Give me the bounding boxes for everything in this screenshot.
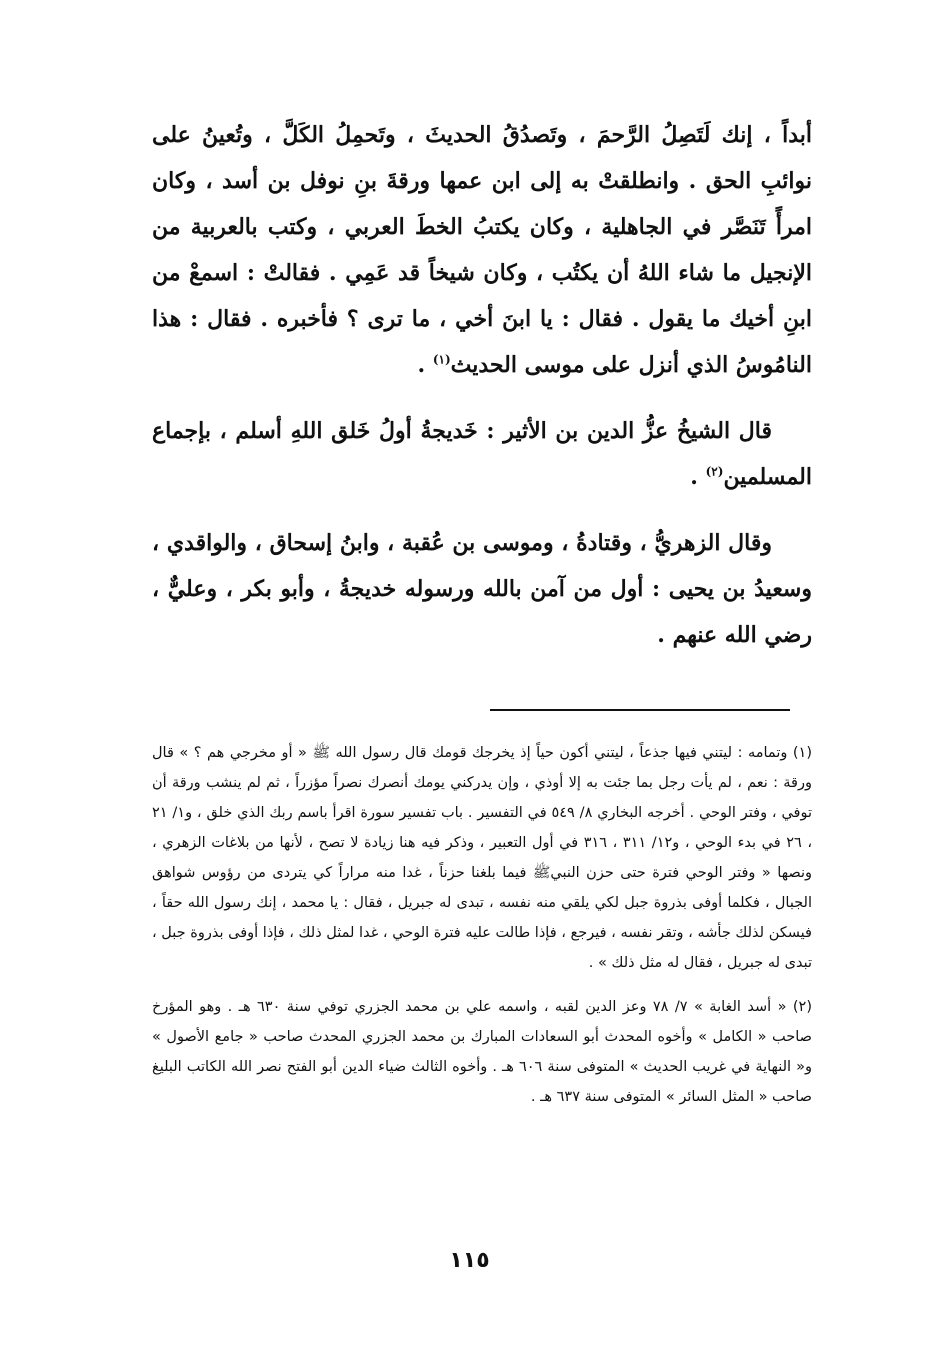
paragraph-2-end: . [690,464,706,490]
page-number: ١١٥ [449,1248,490,1273]
footnotes [152,738,812,1112]
paragraph-2-text: قال الشيخُ عزُّ الدين بن الأثير : خَديجةُ أولُ خَلق اللهِ أسلم ، بإجماع المسلمين [152,418,812,490]
paragraph-1-end: . [417,352,433,378]
paragraph-2 [152,408,812,500]
main-text [152,112,812,658]
paragraph-3: وقال الزهريُّ ، وقتادةُ ، وموسى بن عُقبة ، وابنُ إسحاق ، والواقدي ، وسعيدُ بن يحيى : أول من آمن بالله ورسوله خديجةُ ، وأبو بكر ، وعليٌّ ، رضي الله عنهم . [152,530,812,648]
footnote-ref-2: (٢) [705,464,724,479]
footnote-separator [490,709,790,711]
paragraph-1-text: أبداً ، إنك لَتَصِلُ الرَّحمَ ، وتَصدُقُ الحديثَ ، وتَحمِلُ الكَلَّ ، وتُعينُ على نوائبِ الحق . وانطلقتْ به إلى ابن عمها ورقةَ بنِ نوفل بن أسد ، وكان امرأً تَنَصَّر في الجاهلية ، وكان يكتبُ الخطَ العربي ، وكتب بالعربية من الإنجيل ما شاء اللهُ أن يكتُب ، وكان شيخاً قد عَمِي . فقالتْ : اسمعْ من ابنِ أخيك ما يقول . فقال : يا ابنَ أخي ، ما ترى ؟ فأخبره . فقال : هذا النامُوسُ الذي أنزل على موسى الحديث [152,122,812,378]
footnote-ref-1: (١) [432,352,451,367]
footnote-2: (٢) « أسد الغابة » ٧/ ٧٨ وعز الدين لقبه ، واسمه علي بن محمد الجزري توفي سنة ٦٣٠ هـ . وهو المؤرخ صاحب « الكامل » وأخوه المحدث أبو السعادات المبارك بن محمد الجزري المحدث صاحب « جامع الأصول » و« النهاية في غريب الحديث » المتوفى سنة ٦٠٦ هـ . وأخوه الثالث ضياء الدين أبو الفتح نصر الله الكاتب البليغ صاحب « المثل السائر » المتوفى سنة ٦٣٧ هـ . [152,999,813,1105]
paragraph-1 [152,112,812,388]
footnote-1: (١) وتمامه : ليتني فيها جذعاً ، ليتني أكون حياً إذ يخرجك قومك قال رسول الله ﷺ « أو مخرجي هم ؟ » قال ورقة : نعم ، لم يأت رجل بما جئت به إلا أوذي ، وإن يدركني يومك أنصرك نصراً مؤزراً ، ثم لم ينشب ورقة أن توفي ، وفتر الوحي . أخرجه البخاري ٨/ ٥٤٩ في التفسير . باب تفسير سورة اقرأ باسم ربك الذي خلق ، و١/ ٢١ ، ٢٦ في بدء الوحي ، و١٢/ ٣١١ ، ٣١٦ في أول التعبير ، وذكر فيه هنا زيادة لا تصح ، لأنها من بلاغات الزهري ، ونصها « وفتر الوحي فترة حتى حزن النبيﷺ فيما بلغنا حزناً ، غدا منه مراراً كي يتردى من رؤوس شواهق الجبال ، فكلما أوفى بذروة جبل لكي يلقي منه نفسه ، تبدى له جبريل ، فقال : يا محمد ، إنك رسول الله حقاً ، فيسكن لذلك جأشه ، وتقر نفسه ، فيرجع ، فإذا طالت عليه فترة الوحي ، غدا لمثل ذلك ، فإذا أوفى بذروة جبل ، تبدى له جبريل ، فقال له مثل ذلك » . [152,745,812,971]
